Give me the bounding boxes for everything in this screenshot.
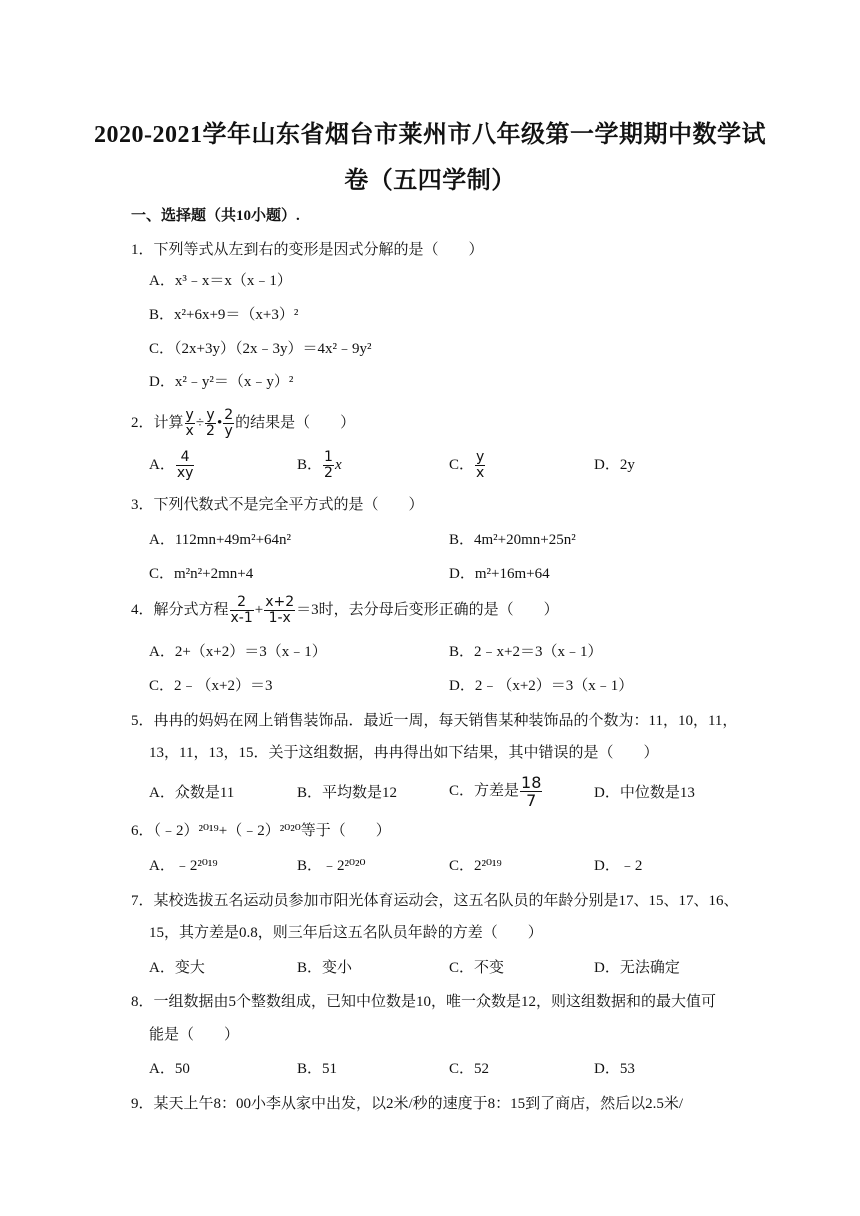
q5-stem-line1: 5．冉冉的妈妈在网上销售装饰品．最近一周，每天销售某种装饰品的个数为：11，10，11， xyxy=(131,713,738,729)
q2-fraction-2 xyxy=(205,408,216,439)
q2-option-d: D．2y xyxy=(594,457,635,473)
q5-stem-line2: 13，11，13，15．关于这组数据，冉冉得出如下结果，其中错误的是（ ） xyxy=(149,745,659,761)
q2-a-num: 4 xyxy=(176,450,195,466)
q1-option-d: D．x²﹣y²＝（x﹣y）² xyxy=(149,374,294,390)
q7-option-d: D．无法确定 xyxy=(594,960,680,976)
q2-option-b xyxy=(297,450,342,481)
q3-option-c: C．m²n²+2mn+4 xyxy=(149,566,254,582)
exam-title-line1: 2020-2021学年山东省烟台市莱州市八年级第一学期期中数学试 xyxy=(94,122,766,148)
q2-f1-num: y xyxy=(185,407,194,424)
q4-fraction-2 xyxy=(264,595,295,626)
q4-option-b: B．2﹣x+2＝3（x﹣1） xyxy=(449,644,603,660)
q2-c-den: x xyxy=(476,465,485,482)
q2-f3-den: y xyxy=(224,423,233,440)
section-heading: 一、选择题（共10小题）. xyxy=(131,208,300,224)
q2-stem xyxy=(131,408,355,439)
q4-f2-num: x+2 xyxy=(265,594,295,611)
q1-option-b: B．x²+6x+9＝（x+3）² xyxy=(149,307,299,323)
q4-fraction-1 xyxy=(230,595,254,626)
q2-op2: • xyxy=(216,415,223,431)
q5-option-d: D．中位数是13 xyxy=(594,785,695,801)
q2-option-c xyxy=(449,450,486,481)
exam-title-line2: 卷（五四学制） xyxy=(344,168,516,194)
q3-option-a: A．112mn+49m²+64n² xyxy=(149,532,292,548)
q2-b-tail: x xyxy=(334,457,342,473)
q5-option-a: A．众数是11 xyxy=(149,785,235,801)
q8-option-b: B．51 xyxy=(297,1061,338,1077)
q2-f1-den: x xyxy=(185,423,194,440)
q2-a-label: A． xyxy=(149,457,175,473)
q8-option-d: D．53 xyxy=(594,1061,635,1077)
q1-option-a: A．x³﹣x＝x（x﹣1） xyxy=(149,273,292,289)
q2-op1: ÷ xyxy=(195,415,205,431)
q9-stem-line1: 9．某天上午8：00小李从家中出发，以2米/秒的速度于8：15到了商店，然后以2.5米/ xyxy=(131,1096,684,1112)
q3-option-b: B．4m²+20mn+25n² xyxy=(449,532,576,548)
q4-option-a: A．2+（x+2）＝3（x﹣1） xyxy=(149,644,327,660)
q5-option-b: B．平均数是12 xyxy=(297,785,398,801)
q2-a-den: xy xyxy=(176,465,194,482)
q2-c-num: y xyxy=(476,449,485,466)
q2-b-den: 2 xyxy=(324,465,333,482)
q2-option-a xyxy=(149,450,195,481)
q2-c-fraction xyxy=(475,450,485,481)
q4-suffix: ＝3时，去分母后变形正确的是（ ） xyxy=(296,602,559,618)
q2-c-label: C． xyxy=(449,457,475,473)
q4-option-c: C．2﹣（x+2）＝3 xyxy=(149,678,273,694)
q2-f2-den: 2 xyxy=(206,423,215,440)
q5-c-den: 7 xyxy=(526,791,537,811)
q4-f1-den: x-1 xyxy=(230,610,253,627)
q6-option-d: D．﹣2 xyxy=(594,858,643,874)
q5-c-num: 18 xyxy=(521,773,542,793)
q5-option-c xyxy=(449,773,543,809)
q2-f2-num: y xyxy=(206,407,215,424)
q1-option-c: C．（2x+3y）（2x﹣3y）＝4x²﹣9y² xyxy=(149,341,372,357)
q6-stem: 6．（﹣2）²⁰¹⁹+（﹣2）²⁰²⁰等于（ ） xyxy=(131,823,391,839)
q4-f2-den: 1-x xyxy=(268,610,291,627)
q3-stem: 3．下列代数式不是完全平方式的是（ ） xyxy=(131,497,424,513)
q4-option-d: D．2﹣（x+2）＝3（x﹣1） xyxy=(449,678,634,694)
q7-option-c: C．不变 xyxy=(449,960,505,976)
q5-c-fraction xyxy=(520,774,542,809)
q2-fraction-3 xyxy=(223,408,234,439)
q2-suffix: 的结果是（ ） xyxy=(235,415,356,431)
q4-prefix: 4．解分式方程 xyxy=(131,602,229,618)
q4-stem xyxy=(131,595,559,626)
q4-f1-num: 2 xyxy=(230,595,254,611)
q5-c-label: C．方差是 xyxy=(449,783,520,799)
q2-b-num: 1 xyxy=(324,449,333,466)
q7-stem-line2: 15，其方差是0.8，则三年后这五名队员年龄的方差（ ） xyxy=(149,925,543,941)
q6-option-a: A．﹣2²⁰¹⁹ xyxy=(149,858,218,874)
q1-stem: 1．下列等式从左到右的变形是因式分解的是（ ） xyxy=(131,242,484,258)
q2-f3-num: 2 xyxy=(224,407,234,424)
q8-stem-line1: 8．一组数据由5个整数组成，已知中位数是10，唯一众数是12，则这组数据和的最大值可 xyxy=(131,994,717,1010)
q4-plus: + xyxy=(254,602,264,618)
q2-b-label: B． xyxy=(297,457,323,473)
q8-stem-line2: 能是（ ） xyxy=(149,1027,240,1043)
q2-a-fraction xyxy=(176,450,195,481)
q7-option-a: A．变大 xyxy=(149,960,205,976)
q6-option-b: B．﹣2²⁰²⁰ xyxy=(297,858,366,874)
q6-option-c: C．2²⁰¹⁹ xyxy=(449,858,502,874)
q7-option-b: B．变小 xyxy=(297,960,353,976)
q8-option-a: A．50 xyxy=(149,1061,190,1077)
q8-option-c: C．52 xyxy=(449,1061,490,1077)
q2-b-fraction xyxy=(323,450,334,481)
q7-stem-line1: 7．某校选拔五名运动员参加市阳光体育运动会，这五名队员的年龄分别是17、15、17、16、 xyxy=(131,893,739,909)
q2-prefix: 2．计算 xyxy=(131,415,184,431)
q2-fraction-1 xyxy=(185,408,195,439)
q3-option-d: D．m²+16m+64 xyxy=(449,566,550,582)
